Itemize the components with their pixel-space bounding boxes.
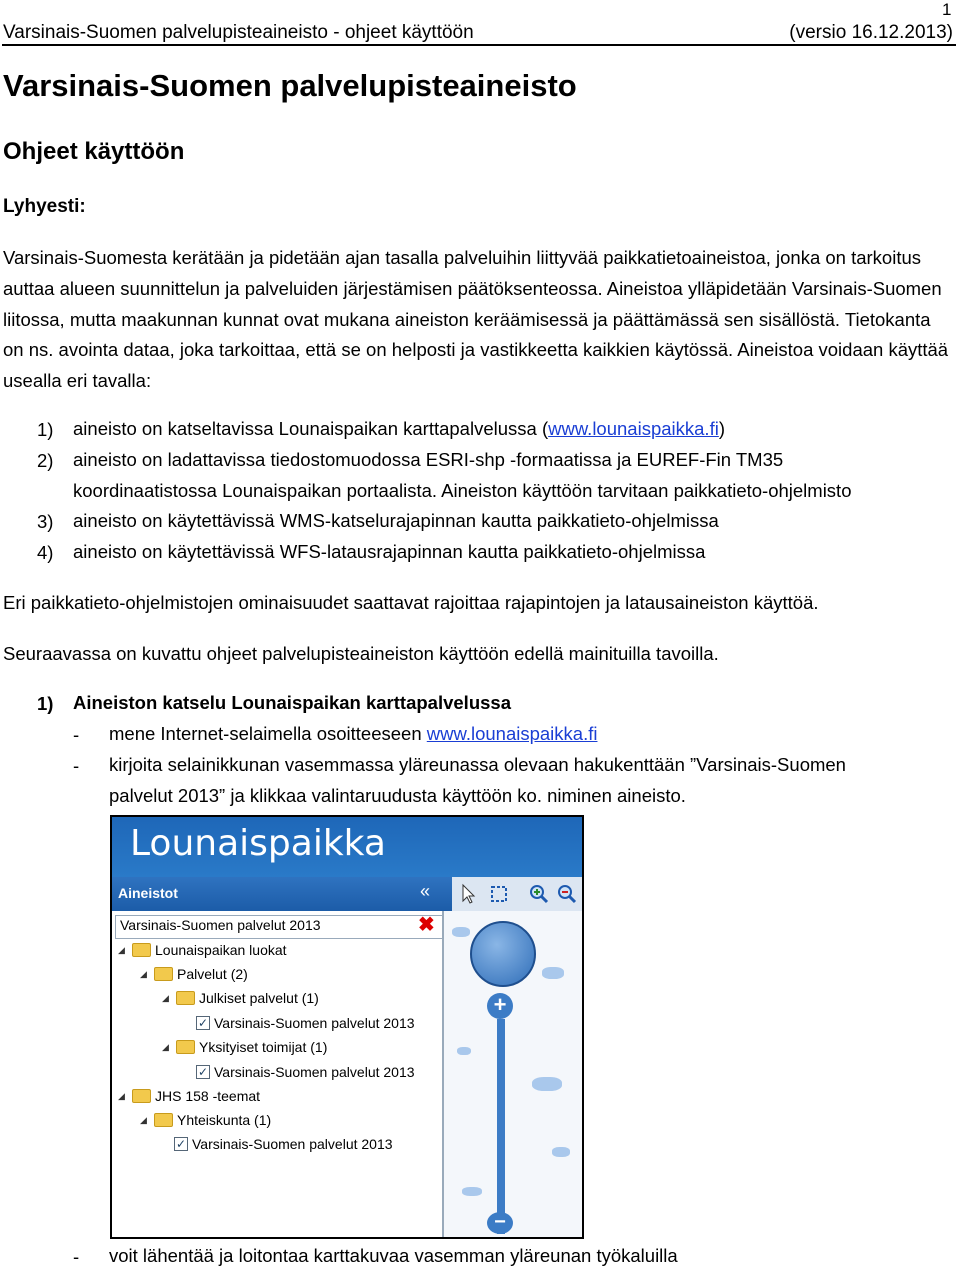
lounaispaikka-link[interactable]: www.lounaispaikka.fi <box>426 723 598 744</box>
running-header-version: (versio 16.12.2013) <box>789 22 953 43</box>
tree-node[interactable]: ◢ JHS 158 -teemat <box>118 1088 261 1104</box>
list-item <box>73 414 725 445</box>
lounaispaikka-logo: Lounaispaikka <box>130 823 386 864</box>
map-lake <box>542 967 564 979</box>
list-number: 4) <box>37 542 54 563</box>
step-text: mene Internet-selaimella osoitteeseen <box>109 723 427 744</box>
tree-node-label: Lounaispaikan luokat <box>155 942 287 958</box>
step-line: kirjoita selainikkunan vasemmassa yläreunassa olevaan hakukenttään ”Varsinais-Suomen <box>109 754 846 775</box>
list-item-line: aineisto on ladattavissa tiedostomuodossa ESRI-shp -formaatissa ja EUREF-Fin TM35 <box>73 449 784 470</box>
page-number: 1 <box>942 0 952 19</box>
tree-layer[interactable] <box>196 1012 415 1034</box>
zoom-slider[interactable] <box>497 1019 505 1234</box>
folder-icon <box>154 1113 173 1127</box>
zoom-in-icon[interactable] <box>528 883 550 905</box>
list-item-line: koordinaatistossa Lounaispaikan portaalista. Aineiston käyttöön tarvitaan paikkatieto-ohjelmisto <box>73 480 852 501</box>
map-lake <box>462 1187 482 1196</box>
tree-node-label: JHS 158 -teemat <box>155 1088 261 1104</box>
layer-search-value: Varsinais-Suomen palvelut 2013 <box>120 917 321 933</box>
intro-paragraph: Varsinais-Suomesta kerätään ja pidetään ajan tasalla palveluihin liittyvää paikkatietoaineistoa, jonka on tarkoitus auttaa alueen suunnittelun ja palveluiden järjestämisen päätöksenteossa. Aineistoa ylläpidetään Varsinais-Suomen liitossa, mutta maakunnan kunnat ovat mukana aineiston keräämisessä ja päättämässä sen sisällöstä. Tietokanta on ns. avointa dataa, joka tarkoittaa, että se on helposti ja vastikkeetta kaikkien käytössä. Aineistoa voidaan käyttää usealla eri tavalla: <box>3 247 949 392</box>
tree-node-label: Yhteiskunta (1) <box>177 1112 272 1128</box>
map-lake <box>457 1047 471 1055</box>
tree-node-label: Varsinais-Suomen palvelut 2013 <box>214 1064 415 1080</box>
map-lake <box>552 1147 570 1157</box>
document-title: Varsinais-Suomen palvelupisteaineisto <box>3 68 577 103</box>
note-paragraph: Eri paikkatieto-ohjelmistojen ominaisuudet saattavat rajoittaa rajapintojen ja latausaineiston käyttöä. <box>3 592 819 613</box>
tree-node-label: Yksityiset toimijat (1) <box>199 1039 328 1055</box>
list-item: aineisto on käytettävissä WFS-latausrajapinnan kautta paikkatieto-ohjelmissa <box>73 541 706 562</box>
panel-title: Aineistot <box>118 885 178 901</box>
folder-icon <box>176 1040 195 1054</box>
step-line: palvelut 2013” ja klikkaa valintaruudusta käyttöön ko. niminen aineisto. <box>109 785 686 806</box>
map-lake <box>532 1077 562 1091</box>
tree-node[interactable]: ◢ Julkiset palvelut (1) <box>162 990 319 1006</box>
running-header-title: Varsinais-Suomen palvelupisteaineisto - ohjeet käyttöön <box>3 22 474 43</box>
tree-layer[interactable] <box>196 1061 415 1083</box>
step-item: voit lähentää ja loitontaa karttakuvaa vasemman yläreunan työkaluilla <box>109 1245 678 1266</box>
list-number: 3) <box>37 511 54 532</box>
layer-checkbox[interactable]: ✓ <box>197 1065 209 1079</box>
section-number: 1) <box>37 693 54 714</box>
folder-icon <box>154 967 173 981</box>
tree-node-label: Julkiset palvelut (1) <box>199 990 319 1006</box>
next-paragraph: Seuraavassa on kuvattu ohjeet palvelupisteaineiston käyttöön edellä mainituilla tavoilla. <box>3 643 719 664</box>
map-service-screenshot <box>110 815 584 1239</box>
tree-layer[interactable] <box>174 1133 393 1155</box>
folder-icon <box>176 991 195 1005</box>
list-item-text-end: ) <box>718 418 725 439</box>
list-number: 1) <box>37 419 54 440</box>
clear-search-icon[interactable]: ✖ <box>418 914 435 936</box>
section-heading: Aineiston katselu Lounaispaikan karttapalvelussa <box>73 692 511 713</box>
tree-node[interactable]: ◢ Yhteiskunta (1) <box>140 1112 272 1128</box>
zoom-out-button[interactable]: − <box>487 1212 513 1234</box>
header-rule <box>2 44 956 46</box>
layer-checkbox[interactable]: ✓ <box>197 1016 209 1030</box>
dash-bullet: - <box>73 724 80 745</box>
dash-bullet: - <box>73 1246 80 1267</box>
lounaispaikka-link[interactable]: www.lounaispaikka.fi <box>548 418 719 439</box>
folder-icon <box>132 943 151 957</box>
layer-checkbox[interactable]: ✓ <box>175 1137 187 1151</box>
map-lake <box>452 927 470 937</box>
list-number: 2) <box>37 450 54 471</box>
select-arrow-icon[interactable] <box>458 883 480 905</box>
tree-node[interactable]: ◢ Palvelut (2) <box>140 966 248 982</box>
zoom-in-button[interactable]: + <box>487 993 513 1019</box>
collapse-icon[interactable]: « <box>420 881 431 901</box>
tree-node-label: Varsinais-Suomen palvelut 2013 <box>192 1136 393 1152</box>
zoom-box-icon[interactable] <box>488 883 510 905</box>
pan-control[interactable] <box>470 921 536 987</box>
list-item-text: aineisto on katseltavissa Lounaispaikan karttapalvelussa ( <box>73 418 549 439</box>
zoom-out-icon[interactable] <box>556 883 578 905</box>
list-item: aineisto on käytettävissä WMS-katselurajapinnan kautta paikkatieto-ohjelmissa <box>73 510 719 531</box>
tree-node-label: Palvelut (2) <box>177 966 248 982</box>
document-subtitle: Ohjeet käyttöön <box>3 138 185 165</box>
tree-node-label: Varsinais-Suomen palvelut 2013 <box>214 1015 415 1031</box>
tree-node[interactable]: ◢ Lounaispaikan luokat <box>118 942 287 958</box>
tree-node[interactable]: ◢ Yksityiset toimijat (1) <box>162 1039 328 1055</box>
step-item <box>109 719 597 750</box>
folder-icon <box>132 1089 151 1103</box>
dash-bullet: - <box>73 755 80 776</box>
summary-heading: Lyhyesti: <box>3 196 86 217</box>
